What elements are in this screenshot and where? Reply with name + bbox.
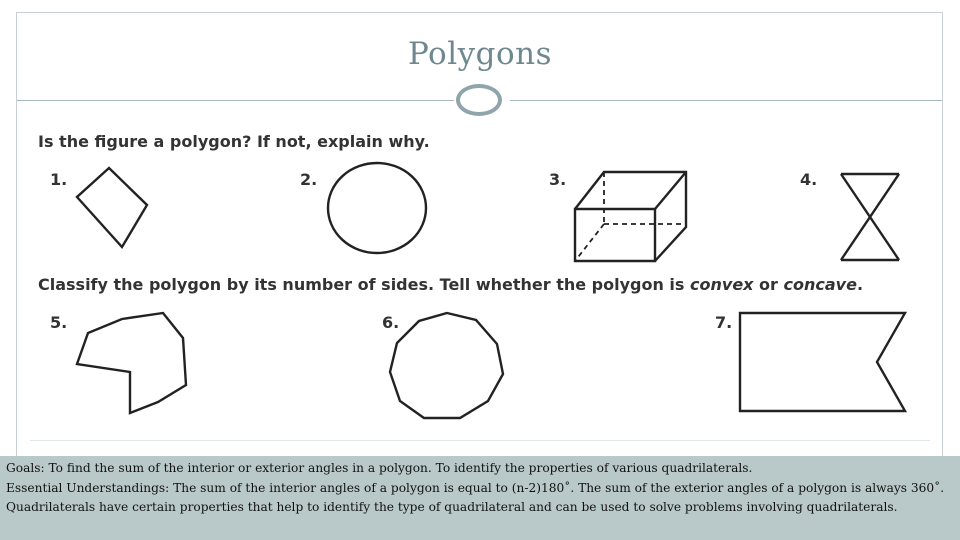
period: . — [856, 275, 864, 294]
worksheet-bottom-border — [30, 440, 930, 441]
item-number-4: 4. — [800, 170, 818, 189]
slide-title: Polygons — [407, 36, 553, 72]
flag-pentagon-figure — [740, 313, 905, 411]
item-number-6: 6. — [382, 313, 400, 332]
worksheet-image — [30, 118, 930, 440]
term-convex: convex — [690, 275, 754, 294]
circle-figure — [328, 163, 426, 253]
cube-figure — [575, 172, 686, 261]
item-number-7: 7. — [715, 313, 733, 332]
question-classify-text: Classify the polygon by its number of sides. Tell whether the polygon is — [38, 275, 691, 294]
term-concave: concave — [783, 275, 857, 294]
essential-understandings-text: Essential Understandings: The sum of the interior angles of a polygon is equal to (n-2)180˚. The sum of the exterior angles of a polygon is always 360˚. Quadrilaterals have certain properties that help to identify the type of quadrilateral and can be used to solve problems involving quadrilaterals. — [6, 480, 945, 514]
item-number-3: 3. — [549, 170, 567, 189]
ring-ornament-icon — [456, 84, 502, 116]
goals-banner — [0, 456, 960, 540]
item-number-2: 2. — [300, 170, 318, 189]
title-rule-right — [510, 100, 942, 101]
question-polygon: Is the figure a polygon? If not, explain why. — [38, 132, 430, 151]
hourglass-figure — [841, 174, 899, 260]
kite-figure — [77, 168, 147, 247]
figure-drawings — [30, 118, 930, 440]
concave-heptagon-figure — [77, 313, 186, 413]
goals-text: Goals: To find the sum of the interior or exterior angles in a polygon. To identify the properties of various quadrilaterals. — [6, 461, 753, 475]
word-or: or — [753, 275, 784, 294]
item-number-1: 1. — [50, 170, 68, 189]
title-rule-left — [17, 100, 454, 101]
item-number-5: 5. — [50, 313, 68, 332]
nonagon-figure — [390, 313, 503, 418]
